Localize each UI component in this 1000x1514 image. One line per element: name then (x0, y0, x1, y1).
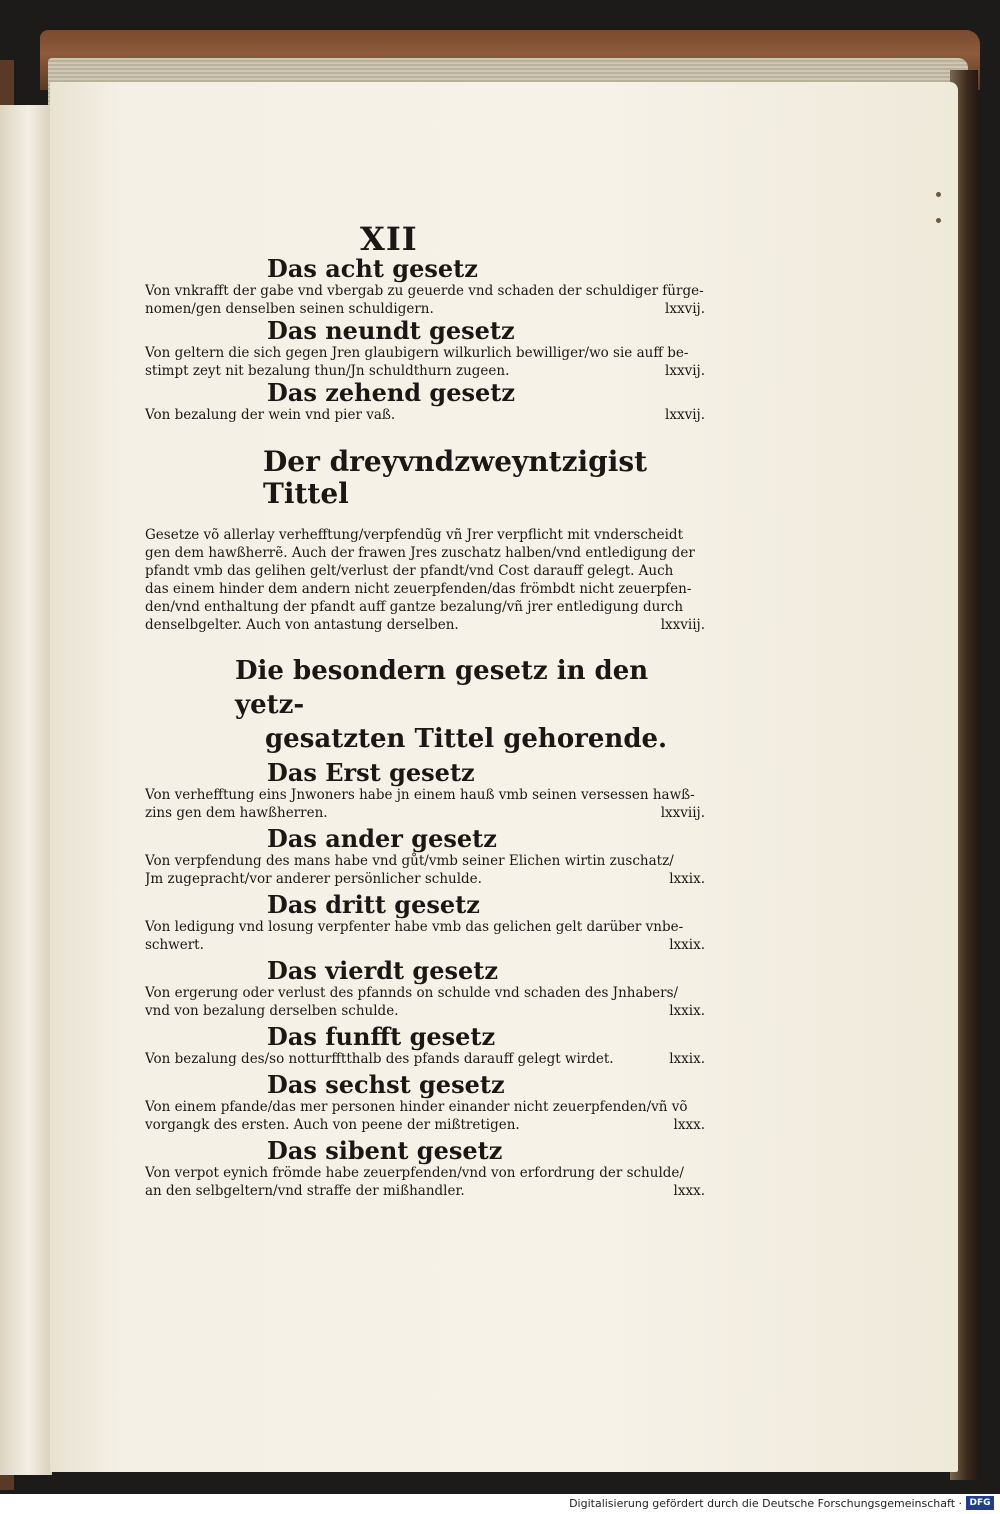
subtitle (235, 654, 705, 756)
text-line: an den selbgeltern/vnd straffe der mißhandler. (145, 1183, 465, 1199)
text-line: Von vnkrafft der gabe vnd vbergab zu geuerde vnd schaden der schuldiger fürge- (145, 283, 704, 299)
text-line: vorgangk des ersten. Auch von peene der mißtretigen. (145, 1117, 520, 1133)
text-line: nomen/gen denselben seinen schuldigern. (145, 301, 434, 317)
law-1 (145, 760, 705, 822)
page-hole (936, 192, 941, 197)
section-text (145, 282, 705, 318)
page-reference: lxxviij. (660, 617, 705, 633)
section-10 (145, 380, 705, 424)
text-line: den/vnd enthaltung der pfandt auff gantze bezalung/vñ jrer entledigung durch (145, 599, 684, 615)
text-line: pfandt vmb das gelihen gelt/verlust der pfandt/vnd Cost darauff gelegt. Auch (145, 563, 674, 579)
section-heading: Das acht gesetz (267, 254, 478, 283)
page-reference: lxxviij. (660, 805, 705, 821)
text-line: stimpt zeyt nit bezalung thun/Jn schuldthurn zugeen. (145, 363, 510, 379)
text-line: Von verpot eynich frömde habe zeuerpfenden/vnd von erfordrung der schulde/ (145, 1165, 684, 1181)
funding-notice: Digitalisierung gefördert durch die Deutsche Forschungsgemeinschaft · (569, 1497, 962, 1510)
footer-bar (0, 1494, 1000, 1514)
page-reference: lxxx. (673, 1183, 705, 1199)
law-5 (145, 1024, 705, 1068)
page-reference: lxxix. (669, 937, 705, 953)
text-line: denselbgelter. Auch von antastung derselben. (145, 617, 459, 633)
text-line: Von einem pfande/das mer personen hinder einander nicht zeuerpfenden/vñ võ (145, 1099, 688, 1115)
law-heading: Das ander gesetz (267, 824, 497, 853)
text-line: Von ergerung oder verlust des pfannds on schulde vnd schaden des Jnhabers/ (145, 985, 679, 1001)
section-heading: Das neundt gesetz (267, 316, 515, 345)
law-text (145, 918, 705, 954)
section-9 (145, 318, 705, 380)
law-heading: Das vierdt gesetz (267, 956, 498, 985)
law-heading: Das sechst gesetz (267, 1070, 505, 1099)
section-text (145, 406, 705, 424)
page-hole (936, 218, 941, 223)
page-reference: lxxix. (669, 871, 705, 887)
text-line: Von bezalung des/so notturfftthalb des pfands darauff gelegt wirdet. (145, 1051, 614, 1067)
left-page-edge (0, 105, 52, 1475)
text-line: Von geltern die sich gegen Jren glaubigern wilkurlich bewilliger/wo sie auff be- (145, 345, 689, 361)
law-7 (145, 1138, 705, 1200)
section-heading: Das zehend gesetz (267, 378, 515, 407)
page-reference: lxxix. (669, 1051, 705, 1067)
text-line: vnd von bezalung derselben schulde. (145, 1003, 399, 1019)
page-reference: lxxvij. (665, 363, 705, 379)
folio-number: XII (360, 220, 418, 258)
law-text (145, 852, 705, 888)
text-line: Von verhefftung eins Jnwoners habe jn einem hauß vmb seinen versessen hawß- (145, 787, 695, 803)
section-8 (145, 256, 705, 318)
text-line: Gesetze võ allerlay verhefftung/verpfendũg vñ Jrer verpflicht mit vnderscheidt (145, 527, 683, 543)
law-heading: Das dritt gesetz (267, 890, 480, 919)
law-heading: Das sibent gesetz (267, 1136, 503, 1165)
law-heading: Das Erst gesetz (267, 758, 475, 787)
dfg-logo: DFG (966, 1496, 994, 1510)
subtitle-line: Die besondern gesetz in den yetz- (235, 656, 649, 720)
page-reference: lxxx. (673, 1117, 705, 1133)
page-reference: lxxvij. (665, 407, 705, 423)
page-reference: lxxix. (669, 1003, 705, 1019)
text-line: schwert. (145, 937, 204, 953)
text-line: Jm zugepracht/vor anderer persönlicher schulde. (145, 871, 482, 887)
law-text (145, 1164, 705, 1200)
law-text (145, 1050, 705, 1068)
law-heading: Das funfft gesetz (267, 1022, 496, 1051)
law-3 (145, 892, 705, 954)
text-line: Von bezalung der wein vnd pier vaß. (145, 407, 396, 423)
law-6 (145, 1072, 705, 1134)
chapter-title: Der dreyvndzweyntzigist Tittel (263, 445, 648, 510)
law-text (145, 786, 705, 822)
chapter-summary (145, 526, 705, 634)
text-line: zins gen dem hawßherren. (145, 805, 328, 821)
subtitle-line: gesatzten Tittel gehorende. (265, 724, 668, 754)
law-2 (145, 826, 705, 888)
text-line: gen dem hawßherrẽ. Auch der frawen Jres zuschatz halben/vnd entledigung der (145, 545, 695, 561)
section-text (145, 344, 705, 380)
text-line: das einem hinder dem andern nicht zeuerpfenden/das frömbdt nicht zeuerpfen- (145, 581, 692, 597)
law-text (145, 984, 705, 1020)
page-content (145, 222, 705, 1200)
page-reference: lxxvij. (665, 301, 705, 317)
law-4 (145, 958, 705, 1020)
text-line: Von verpfendung des mans habe vnd gůt/vmb seiner Elichen wirtin zuschatz/ (145, 853, 674, 869)
text-line: Von ledigung vnd losung verpfenter habe vmb das gelichen gelt darüber vnbe- (145, 919, 684, 935)
law-text (145, 1098, 705, 1134)
